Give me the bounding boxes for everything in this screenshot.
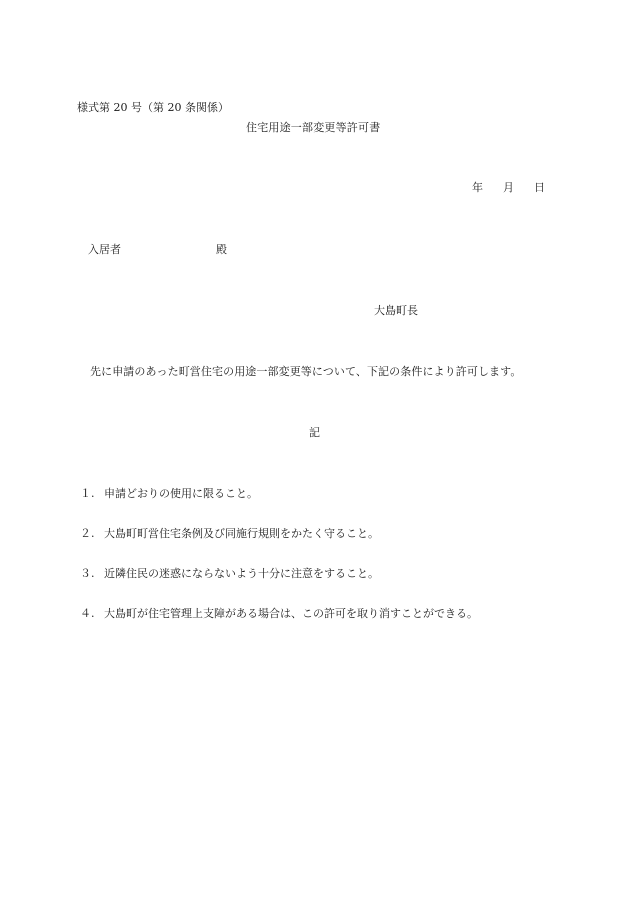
recipient-honorific: 殿 [216, 243, 227, 256]
date-day-label: 日 [534, 181, 545, 194]
issuer: 大島町長 [374, 304, 418, 317]
recipient-line [88, 244, 227, 255]
condition-number: ３. [80, 567, 95, 580]
ki-heading: 記 [309, 426, 320, 439]
date-month-label: 月 [503, 181, 514, 194]
body-text: 先に申請のあった町営住宅の用途一部変更等について、下記の条件により許可します。 [90, 365, 522, 378]
condition-item [80, 528, 379, 539]
date-year-label: 年 [472, 181, 483, 194]
condition-text: 大島町町営住宅条例及び同施行規則をかたく守ること。 [104, 527, 379, 540]
condition-item [80, 608, 478, 619]
condition-text: 申請どおりの使用に限ること。 [104, 487, 258, 500]
condition-number: ２. [80, 527, 95, 540]
condition-item [80, 568, 379, 579]
date-line [472, 182, 545, 193]
condition-number: ４. [80, 607, 95, 620]
condition-number: １. [80, 487, 95, 500]
condition-text: 大島町が住宅管理上支障がある場合は、この許可を取り消すことができる。 [104, 607, 478, 620]
document-title: 住宅用途一部変更等許可書 [246, 121, 381, 134]
recipient-label: 入居者 [88, 243, 121, 256]
condition-text: 近隣住民の迷惑にならないよう十分に注意をすること。 [104, 567, 379, 580]
form-number: 様式第 20 号（第 20 条関係） [77, 101, 229, 114]
condition-item [80, 488, 258, 499]
